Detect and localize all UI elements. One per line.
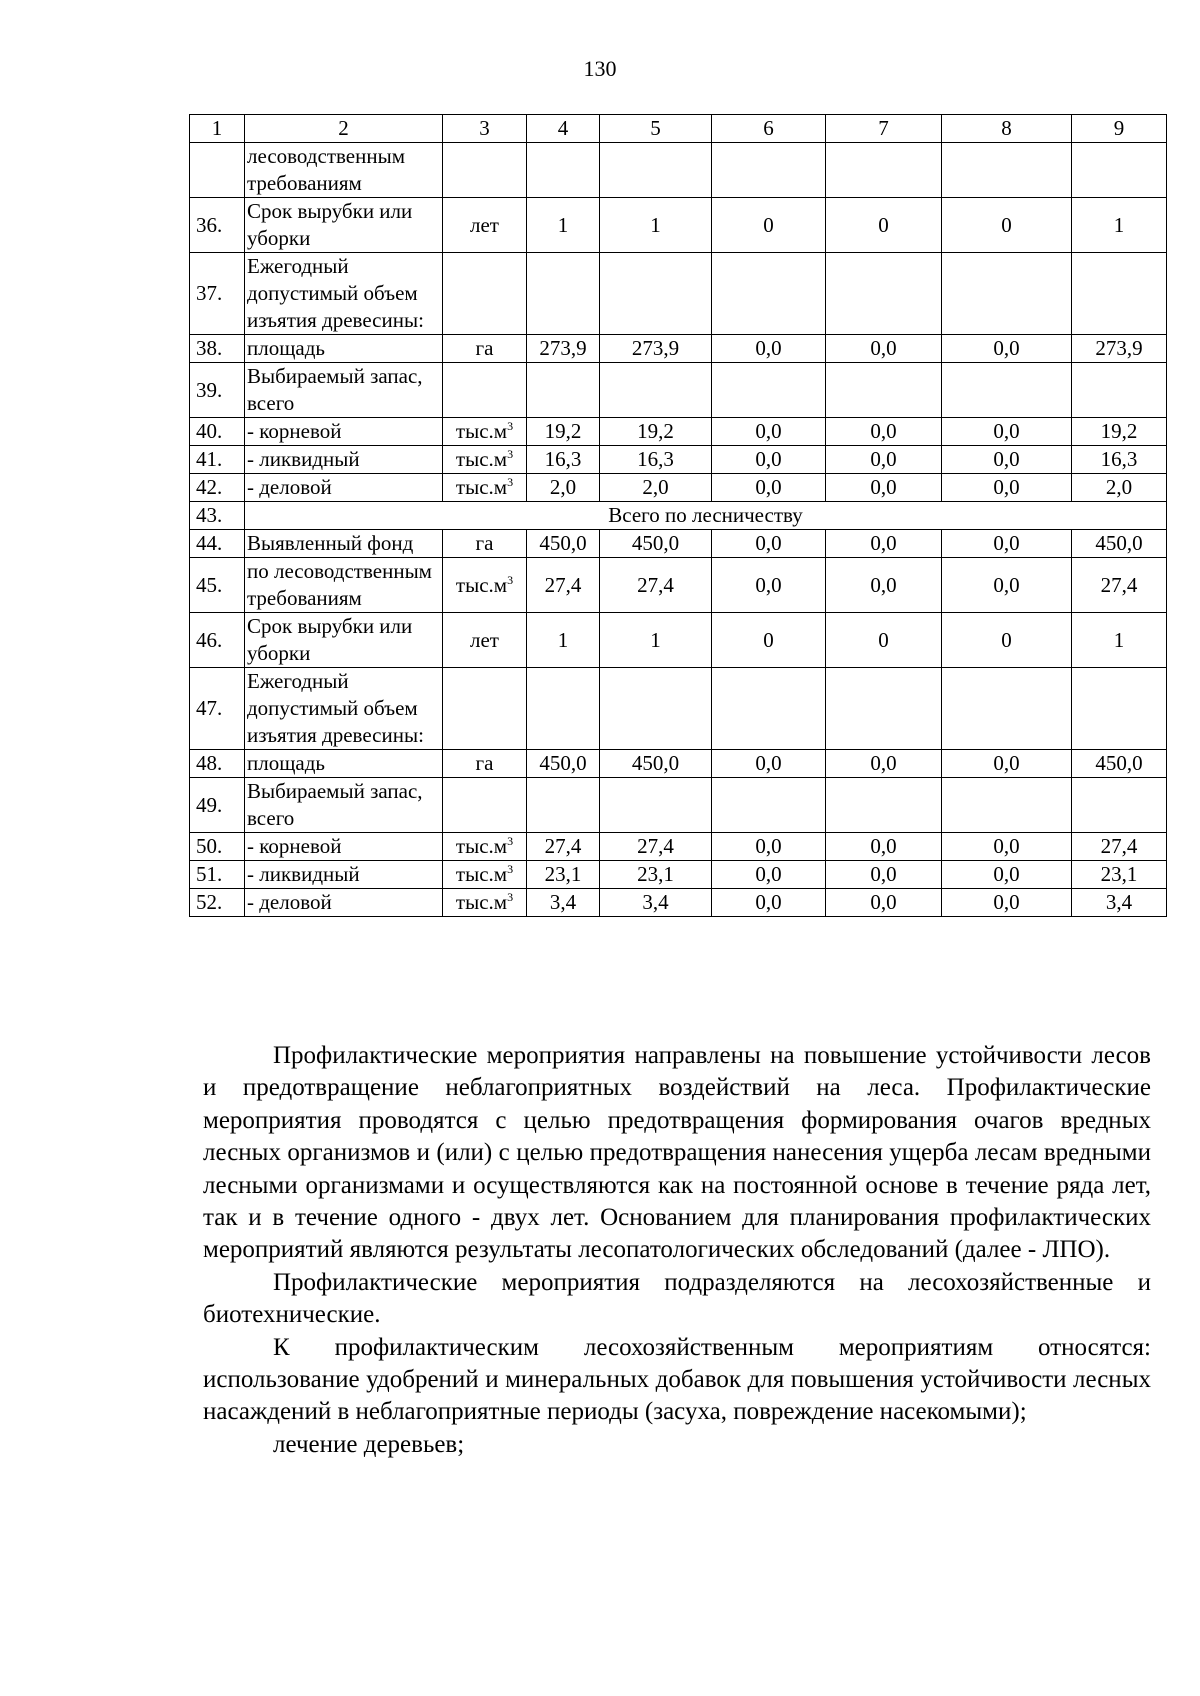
row-number: 38. xyxy=(190,335,245,363)
header-cell: 3 xyxy=(443,115,527,143)
indicator-name: площадь xyxy=(245,335,443,363)
value-cell: 19,2 xyxy=(527,418,600,446)
value-cell: 0,0 xyxy=(712,474,826,502)
unit-superscript: 3 xyxy=(507,447,514,461)
table-row xyxy=(190,833,1167,861)
value-cell: 0,0 xyxy=(942,833,1072,861)
indicator-name: по лесоводственным требованиям xyxy=(245,558,443,613)
value-cell xyxy=(826,668,942,750)
value-cell: 16,3 xyxy=(1072,446,1167,474)
indicator-name: Ежегодный допустимый объем изъятия древесины: xyxy=(245,253,443,335)
header-cell: 6 xyxy=(712,115,826,143)
unit-text: тыс.м xyxy=(455,890,508,914)
value-cell xyxy=(600,363,712,418)
value-cell: 23,1 xyxy=(527,861,600,889)
value-cell xyxy=(527,668,600,750)
value-cell xyxy=(600,143,712,198)
value-cell: 0 xyxy=(826,613,942,668)
table-row xyxy=(190,778,1167,833)
value-cell: 1 xyxy=(527,613,600,668)
table-row xyxy=(190,474,1167,502)
value-cell: 0,0 xyxy=(712,861,826,889)
value-cell: 0 xyxy=(942,198,1072,253)
unit-cell xyxy=(443,530,527,558)
unit-text: лет xyxy=(470,212,499,237)
row-number: 40. xyxy=(190,418,245,446)
value-cell xyxy=(712,143,826,198)
value-cell xyxy=(826,143,942,198)
body-text xyxy=(203,1040,1151,1461)
value-cell: 0,0 xyxy=(826,558,942,613)
value-cell: 0,0 xyxy=(942,335,1072,363)
value-cell: 450,0 xyxy=(1072,530,1167,558)
value-cell: 450,0 xyxy=(527,750,600,778)
value-cell xyxy=(1072,778,1167,833)
value-cell: 0 xyxy=(712,613,826,668)
unit-cell xyxy=(443,889,527,917)
unit-cell xyxy=(443,446,527,474)
unit-cell xyxy=(443,613,527,668)
paragraph: Профилактические мероприятия направлены на повышение устойчивости лесов и предотвращение неблагоприятных воздействий на леса. Профилактические мероприятия проводятся с целью предотвращения формирования очагов вредных лесных организмов и (или) с целью предотвращения нанесения ущерба лесам вредными лесными организмами и осуществляются как на постоянной основе в течение ряда лет, так и в течение одного - двух лет. Основанием для планирования профилактических мероприятий являются результаты лесопатологических обследований (далее - ЛПО). xyxy=(203,1042,1151,1264)
indicator-name: Выявленный фонд xyxy=(245,530,443,558)
row-number: 36. xyxy=(190,198,245,253)
unit-superscript: 3 xyxy=(507,834,514,848)
value-cell: 1 xyxy=(527,198,600,253)
unit-cell xyxy=(443,833,527,861)
header-cell: 4 xyxy=(527,115,600,143)
value-cell: 0,0 xyxy=(826,889,942,917)
value-cell: 0,0 xyxy=(942,446,1072,474)
value-cell xyxy=(1072,668,1167,750)
paragraph: лечение деревьев; xyxy=(273,1430,465,1458)
row-number: 48. xyxy=(190,750,245,778)
value-cell: 0,0 xyxy=(942,474,1072,502)
table-row xyxy=(190,418,1167,446)
header-row xyxy=(190,115,1167,143)
indicator-name: Срок вырубки или уборки xyxy=(245,613,443,668)
paragraph: К профилактическим лесохозяйственным мероприятиям относятся: использование удобрений и минеральных добавок для повышения устойчивости лесных насаждений в неблагоприятные периоды (засуха, повреждение насекомыми); xyxy=(203,1333,1151,1426)
unit-cell xyxy=(443,143,527,198)
value-cell xyxy=(712,363,826,418)
value-cell: 19,2 xyxy=(600,418,712,446)
value-cell: 27,4 xyxy=(600,558,712,613)
header-cell: 7 xyxy=(826,115,942,143)
value-cell: 27,4 xyxy=(527,558,600,613)
value-cell: 0,0 xyxy=(942,889,1072,917)
value-cell: 1 xyxy=(1072,613,1167,668)
unit-cell xyxy=(443,474,527,502)
table-row xyxy=(190,446,1167,474)
value-cell: 273,9 xyxy=(527,335,600,363)
unit-text: тыс.м xyxy=(455,475,508,499)
row-number: 41. xyxy=(190,446,245,474)
value-cell: 0 xyxy=(712,198,826,253)
value-cell xyxy=(600,668,712,750)
value-cell xyxy=(712,778,826,833)
unit-cell xyxy=(443,750,527,778)
section-title: Всего по лесничеству xyxy=(245,502,1167,530)
unit-cell xyxy=(443,363,527,418)
unit-cell xyxy=(443,558,527,613)
value-cell: 450,0 xyxy=(600,530,712,558)
value-cell: 27,4 xyxy=(600,833,712,861)
value-cell: 0,0 xyxy=(826,418,942,446)
value-cell: 450,0 xyxy=(1072,750,1167,778)
value-cell: 23,1 xyxy=(600,861,712,889)
value-cell xyxy=(527,778,600,833)
unit-superscript: 3 xyxy=(507,572,514,587)
value-cell: 450,0 xyxy=(527,530,600,558)
indicator-name: Ежегодный допустимый объем изъятия древесины: xyxy=(245,668,443,750)
value-cell: 16,3 xyxy=(600,446,712,474)
value-cell: 1 xyxy=(1072,198,1167,253)
value-cell: 0,0 xyxy=(712,418,826,446)
value-cell xyxy=(942,253,1072,335)
unit-cell xyxy=(443,861,527,889)
table-row xyxy=(190,363,1167,418)
value-cell: 0,0 xyxy=(826,335,942,363)
row-number: 49. xyxy=(190,778,245,833)
value-cell: 0 xyxy=(942,613,1072,668)
table-row xyxy=(190,502,1167,530)
value-cell: 2,0 xyxy=(600,474,712,502)
value-cell: 0,0 xyxy=(942,530,1072,558)
indicator-name: площадь xyxy=(245,750,443,778)
table-row xyxy=(190,253,1167,335)
value-cell xyxy=(527,253,600,335)
value-cell: 0,0 xyxy=(826,446,942,474)
value-cell: 0,0 xyxy=(826,861,942,889)
value-cell: 0,0 xyxy=(942,861,1072,889)
unit-superscript: 3 xyxy=(507,419,514,433)
value-cell xyxy=(712,668,826,750)
value-cell: 3,4 xyxy=(600,889,712,917)
table-row xyxy=(190,861,1167,889)
value-cell: 0,0 xyxy=(712,530,826,558)
value-cell xyxy=(600,778,712,833)
unit-cell xyxy=(443,418,527,446)
unit-text: лет xyxy=(470,627,499,652)
unit-text: тыс.м xyxy=(455,862,508,886)
unit-cell xyxy=(443,668,527,750)
value-cell xyxy=(826,778,942,833)
value-cell: 3,4 xyxy=(527,889,600,917)
value-cell: 450,0 xyxy=(600,750,712,778)
unit-text: тыс.м xyxy=(455,572,508,597)
value-cell xyxy=(712,253,826,335)
forest-data-table xyxy=(189,114,1167,917)
value-cell xyxy=(942,143,1072,198)
value-cell xyxy=(600,253,712,335)
value-cell: 0,0 xyxy=(826,530,942,558)
value-cell xyxy=(1072,253,1167,335)
table-row xyxy=(190,750,1167,778)
indicator-name: - корневой xyxy=(245,418,443,446)
table-row xyxy=(190,143,1167,198)
value-cell xyxy=(826,363,942,418)
row-number: 47. xyxy=(190,668,245,750)
value-cell xyxy=(1072,143,1167,198)
header-cell: 9 xyxy=(1072,115,1167,143)
row-number: 42. xyxy=(190,474,245,502)
table-row xyxy=(190,530,1167,558)
value-cell: 16,3 xyxy=(527,446,600,474)
row-number: 46. xyxy=(190,613,245,668)
table-body xyxy=(190,143,1167,917)
indicator-name: Срок вырубки или уборки xyxy=(245,198,443,253)
indicator-name: Выбираемый запас, всего xyxy=(245,363,443,418)
row-number: 39. xyxy=(190,363,245,418)
value-cell: 27,4 xyxy=(1072,558,1167,613)
paragraph: Профилактические мероприятия подразделяются на лесохозяйственные и биотехнические. xyxy=(203,1268,1151,1329)
unit-cell xyxy=(443,198,527,253)
unit-cell xyxy=(443,778,527,833)
table-row xyxy=(190,889,1167,917)
unit-superscript: 3 xyxy=(507,890,514,904)
header-cell: 5 xyxy=(600,115,712,143)
unit-superscript: 3 xyxy=(507,862,514,876)
indicator-name: - деловой xyxy=(245,889,443,917)
table-row xyxy=(190,613,1167,668)
value-cell: 273,9 xyxy=(1072,335,1167,363)
value-cell: 3,4 xyxy=(1072,889,1167,917)
indicator-name: лесоводственным требованиям xyxy=(245,143,443,198)
indicator-name: - ликвидный xyxy=(245,446,443,474)
header-cell: 2 xyxy=(245,115,443,143)
value-cell: 0,0 xyxy=(942,750,1072,778)
value-cell: 27,4 xyxy=(1072,833,1167,861)
table-row xyxy=(190,335,1167,363)
row-number xyxy=(190,143,245,198)
row-number: 43. xyxy=(190,502,245,530)
value-cell: 27,4 xyxy=(527,833,600,861)
table-row xyxy=(190,198,1167,253)
value-cell: 0,0 xyxy=(942,558,1072,613)
unit-cell xyxy=(443,253,527,335)
unit-text: тыс.м xyxy=(455,834,508,858)
header-cell: 8 xyxy=(942,115,1072,143)
value-cell: 2,0 xyxy=(1072,474,1167,502)
unit-text: га xyxy=(475,531,494,555)
unit-text: тыс.м xyxy=(455,419,508,443)
unit-text: га xyxy=(475,336,494,360)
row-number: 50. xyxy=(190,833,245,861)
value-cell: 2,0 xyxy=(527,474,600,502)
value-cell: 0 xyxy=(826,198,942,253)
unit-superscript: 3 xyxy=(507,475,514,489)
value-cell xyxy=(942,668,1072,750)
value-cell: 0,0 xyxy=(826,474,942,502)
indicator-name: - корневой xyxy=(245,833,443,861)
value-cell: 0,0 xyxy=(712,446,826,474)
value-cell xyxy=(527,363,600,418)
page-number: 130 xyxy=(583,56,617,81)
value-cell: 0,0 xyxy=(712,750,826,778)
unit-text: га xyxy=(475,751,494,775)
value-cell: 1 xyxy=(600,198,712,253)
indicator-name: - деловой xyxy=(245,474,443,502)
value-cell: 0,0 xyxy=(826,750,942,778)
value-cell xyxy=(942,778,1072,833)
value-cell: 0,0 xyxy=(712,335,826,363)
row-number: 52. xyxy=(190,889,245,917)
indicator-name: Выбираемый запас, всего xyxy=(245,778,443,833)
value-cell: 23,1 xyxy=(1072,861,1167,889)
value-cell: 273,9 xyxy=(600,335,712,363)
table-row xyxy=(190,558,1167,613)
value-cell xyxy=(942,363,1072,418)
row-number: 37. xyxy=(190,253,245,335)
value-cell: 0,0 xyxy=(712,833,826,861)
value-cell: 19,2 xyxy=(1072,418,1167,446)
value-cell: 0,0 xyxy=(942,418,1072,446)
row-number: 44. xyxy=(190,530,245,558)
value-cell: 1 xyxy=(600,613,712,668)
row-number: 51. xyxy=(190,861,245,889)
value-cell: 0,0 xyxy=(826,833,942,861)
value-cell xyxy=(1072,363,1167,418)
value-cell xyxy=(826,253,942,335)
value-cell xyxy=(527,143,600,198)
value-cell: 0,0 xyxy=(712,558,826,613)
header-cell: 1 xyxy=(190,115,245,143)
unit-text: тыс.м xyxy=(455,447,508,471)
row-number: 45. xyxy=(190,558,245,613)
indicator-name: - ликвидный xyxy=(245,861,443,889)
table-row xyxy=(190,668,1167,750)
unit-cell xyxy=(443,335,527,363)
value-cell: 0,0 xyxy=(712,889,826,917)
